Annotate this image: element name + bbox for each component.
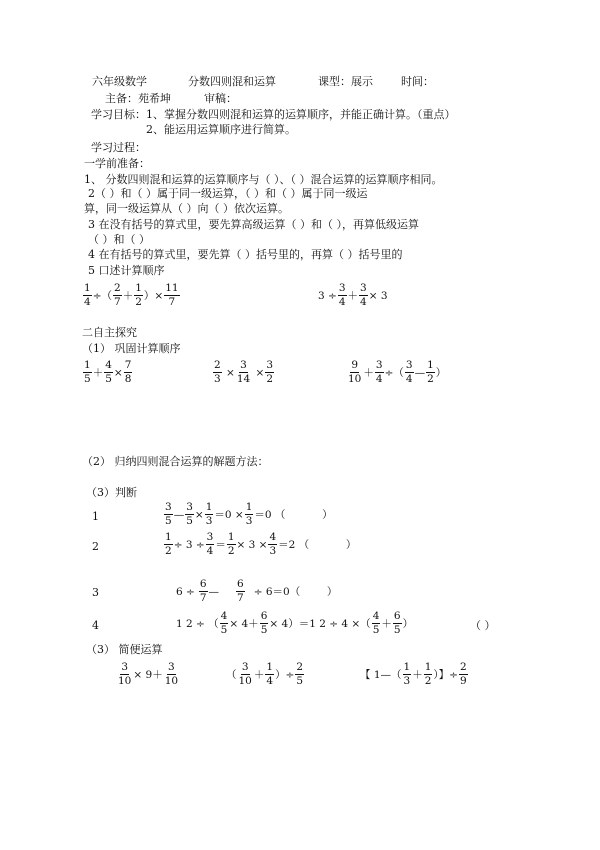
- fraction-numerator: 3: [186, 501, 193, 513]
- judge-2-number: 2: [92, 540, 99, 553]
- reviewer-label: 审稿：: [204, 92, 237, 105]
- fraction: [268, 532, 277, 557]
- fraction: [459, 662, 468, 687]
- prep-line-7: 5 口述计算顺序: [88, 264, 165, 277]
- math-operator-text: —: [414, 366, 426, 379]
- fraction: [213, 360, 222, 385]
- fraction-numerator: 7: [124, 359, 132, 371]
- fraction-numerator: 3: [241, 661, 249, 673]
- fraction-denominator: 10: [348, 373, 362, 385]
- math-operator-text: （: [226, 669, 237, 681]
- math-operator-text: 6 ÷: [176, 585, 195, 598]
- math-operator-text: × 4）＝1 2 ÷ 4 ×（: [269, 618, 371, 630]
- fraction: [372, 611, 381, 636]
- math-operator-text: ）】÷: [433, 669, 458, 681]
- math-operator-text: ＋: [92, 367, 104, 379]
- fraction-denominator: 7: [114, 296, 121, 308]
- fraction-numerator: 3: [375, 359, 383, 371]
- fraction-denominator: 2: [165, 545, 172, 557]
- fraction-numerator: 6: [237, 578, 244, 590]
- fraction-numerator: 2: [296, 661, 304, 673]
- fraction-denominator: 9: [459, 675, 467, 687]
- expr-consolidate-2: [212, 360, 275, 385]
- process-title: 学习过程：: [91, 141, 146, 154]
- section1-title: 一学前准备：: [84, 157, 150, 170]
- sub-summarize: （2） 归纳四则混合运算的解题方法：: [82, 455, 269, 468]
- math-operator-text: ）: [435, 367, 447, 379]
- fraction: [260, 611, 269, 636]
- math-operator-text: × 4＋: [229, 618, 259, 630]
- math-operator-text: 1 2 ÷ （: [176, 618, 219, 630]
- fraction-denominator: 7: [237, 592, 244, 604]
- math-operator-text: × 9＋: [133, 669, 163, 681]
- fraction: [238, 662, 253, 687]
- fraction-denominator: 8: [124, 373, 132, 385]
- fraction-denominator: 10: [164, 675, 179, 687]
- fraction-denominator: 4: [405, 373, 413, 385]
- fraction-denominator: 3: [214, 373, 221, 385]
- math-operator-text: ÷（: [384, 367, 404, 379]
- fraction: [405, 360, 414, 385]
- fraction: [426, 360, 435, 385]
- fraction: [359, 283, 368, 308]
- fraction-numerator: 9: [351, 359, 359, 371]
- fraction-denominator: 2: [424, 675, 432, 687]
- fraction: [113, 283, 122, 308]
- math-operator-text: × 3 ×: [236, 538, 268, 551]
- judge-3-number: 3: [92, 586, 99, 599]
- fraction-numerator: 6: [199, 578, 207, 590]
- fraction-denominator: 10: [238, 675, 252, 687]
- fraction-numerator: 1: [245, 501, 253, 513]
- fraction-denominator: 2: [266, 373, 274, 385]
- sub-consolidate: （1） 巩固计算顺序: [82, 342, 181, 355]
- fraction-denominator: 14: [236, 373, 251, 385]
- prep-line-6: 4 在有括号的算式里，要先算（ ）括号里的，再算（ ）括号里的: [88, 248, 403, 261]
- lesson-type-label: 课型：展示: [318, 75, 373, 88]
- judge-2-expr: [163, 532, 356, 557]
- prep-line-4: 3 在没有括号的算式里，要先算高级运算（ ）和（ ），再算低级运算: [88, 218, 419, 231]
- math-operator-text: ＝: [215, 539, 226, 551]
- fraction: [265, 360, 274, 385]
- fraction: [206, 532, 215, 557]
- fraction: [236, 360, 251, 385]
- fraction-numerator: 2: [214, 359, 221, 371]
- topic-label: 分数四则混和运算: [188, 75, 276, 88]
- fraction: [134, 283, 143, 308]
- goal-item-2: 2、能运用运算顺序进行简算。: [146, 123, 296, 136]
- math-operator-text: ＝0 （ ）: [254, 509, 333, 521]
- fraction: [83, 360, 92, 385]
- math-operator-text: ）: [402, 618, 414, 630]
- prep-line-5: （ ）和（ ）: [88, 233, 150, 246]
- prep-line-1: 1、 分数四则混和运算的运算顺序与（ ）、（ ）混合运算的运算顺序相同。: [84, 173, 443, 186]
- sub-judge: （3）判断: [86, 486, 137, 499]
- fraction-numerator: 1: [403, 661, 411, 673]
- prep-line-3: 算，同一级运算从（ ）向（ ）依次运算。: [84, 202, 289, 215]
- fraction-denominator: 5: [84, 373, 91, 385]
- fraction: [164, 502, 173, 527]
- fraction-numerator: 1: [424, 661, 432, 673]
- fraction-numerator: 1: [135, 282, 142, 294]
- fraction-denominator: 4: [206, 545, 214, 557]
- fraction-denominator: 2: [227, 545, 235, 557]
- expr-consolidate-3: [346, 360, 446, 385]
- fraction-numerator: 1: [84, 359, 91, 371]
- expr-order-b: [318, 283, 388, 308]
- time-label: 时间：: [401, 75, 434, 88]
- fraction-numerator: 1: [165, 531, 172, 543]
- simplify-expr-2: [226, 662, 305, 687]
- math-operator-text: ＝0 ×: [214, 509, 244, 521]
- fraction-numerator: 2: [114, 282, 121, 294]
- fraction-numerator: 3: [338, 282, 346, 294]
- fraction-denominator: 5: [186, 515, 193, 527]
- math-operator-text: ÷ 3 ÷: [173, 538, 205, 551]
- math-operator-text: ＝2 （ ）: [278, 539, 357, 551]
- fraction-numerator: 1: [427, 359, 434, 371]
- fraction-denominator: 7: [199, 592, 207, 604]
- fraction-denominator: 5: [372, 624, 380, 636]
- fraction-denominator: 10: [118, 675, 132, 687]
- fraction-numerator: 1: [266, 661, 274, 673]
- fraction-denominator: 7: [168, 296, 176, 308]
- math-operator-text: —: [208, 585, 220, 598]
- fraction: [338, 283, 347, 308]
- fraction-numerator: 3: [165, 501, 172, 513]
- fraction: [117, 662, 132, 687]
- fraction-denominator: 3: [403, 675, 411, 687]
- fraction: [424, 662, 433, 687]
- fraction: [227, 532, 236, 557]
- expr-consolidate-1: [82, 360, 133, 385]
- fraction-denominator: 3: [269, 545, 277, 557]
- fraction: [124, 360, 133, 385]
- fraction-denominator: 5: [260, 624, 268, 636]
- math-operator-text: ＋: [412, 669, 423, 681]
- fraction: [83, 283, 92, 308]
- fraction: [265, 662, 274, 687]
- fraction-numerator: 3: [266, 359, 274, 371]
- math-operator-text: ×: [113, 366, 123, 379]
- math-operator-text: —: [173, 508, 185, 521]
- fraction-numerator: 4: [372, 610, 380, 622]
- sub-simplify: （3） 简便运算: [86, 643, 163, 656]
- fraction-numerator: 4: [105, 359, 112, 371]
- judge-4-number: 4: [92, 619, 99, 632]
- fraction-denominator: 4: [84, 296, 91, 308]
- fraction-numerator: 3: [168, 661, 175, 673]
- fraction: [164, 662, 179, 687]
- fraction-denominator: 5: [393, 624, 401, 636]
- fraction: [245, 502, 254, 527]
- fraction-numerator: 4: [269, 531, 277, 543]
- fraction: [393, 611, 402, 636]
- fraction: [104, 360, 113, 385]
- judge-3-expr: [176, 579, 337, 604]
- fraction: [295, 662, 304, 687]
- math-operator-text: ÷ 6＝0（ ）: [253, 586, 338, 598]
- fraction-numerator: 1: [227, 531, 235, 543]
- fraction-denominator: 3: [205, 515, 213, 527]
- goals-label: 学习目标：: [91, 108, 146, 121]
- fraction-denominator: 4: [360, 296, 367, 308]
- fraction-numerator: 6: [393, 610, 401, 622]
- math-operator-text: ）÷: [275, 669, 295, 681]
- goals-line-1: [91, 108, 456, 122]
- fraction-numerator: 6: [260, 610, 268, 622]
- author-label: 主备：苑希坤: [105, 92, 171, 105]
- fraction-numerator: 3: [121, 661, 129, 673]
- fraction-denominator: 4: [338, 296, 346, 308]
- math-operator-text: ＋: [363, 367, 374, 379]
- fraction: [164, 532, 173, 557]
- fraction-numerator: 3: [360, 282, 367, 294]
- math-operator-text: 3 ÷: [318, 289, 337, 302]
- fraction-denominator: 5: [105, 373, 112, 385]
- math-operator-text: ）×: [143, 290, 164, 302]
- fraction-numerator: 3: [206, 531, 214, 543]
- goal-item-1: 1、掌握分数四则混和运算的运算顺序，并能正确计算。（重点）: [146, 108, 456, 121]
- section2-title: 二自主探究: [82, 326, 137, 339]
- fraction: [347, 360, 362, 385]
- simplify-expr-1: [116, 662, 180, 687]
- fraction: [164, 283, 179, 308]
- fraction-denominator: 5: [296, 675, 304, 687]
- math-operator-text: ＋: [253, 669, 265, 681]
- judge-4-expr: [176, 611, 413, 636]
- grade-label: 六年级数学: [92, 75, 147, 88]
- math-operator-text: ＋: [347, 290, 359, 302]
- math-operator-text: ×: [194, 508, 204, 521]
- math-operator-text: ＋: [381, 618, 392, 630]
- fraction: [403, 662, 412, 687]
- fraction-numerator: 1: [84, 282, 91, 294]
- fraction: [220, 611, 229, 636]
- fraction-denominator: 3: [245, 515, 253, 527]
- fraction-numerator: 11: [165, 282, 179, 294]
- fraction: [185, 502, 194, 527]
- math-operator-text: 【 1—（: [360, 669, 402, 681]
- fraction-numerator: 2: [459, 661, 467, 673]
- fraction-numerator: 1: [205, 501, 213, 513]
- fraction-denominator: 5: [165, 515, 172, 527]
- judge-1-number: 1: [92, 510, 99, 523]
- math-operator-text: ÷（: [92, 290, 112, 302]
- fraction-denominator: 5: [220, 624, 228, 636]
- math-operator-text: ×: [252, 366, 265, 379]
- fraction-numerator: 3: [240, 359, 247, 371]
- fraction-denominator: 4: [266, 675, 274, 687]
- math-operator-text: ×: [222, 366, 235, 379]
- fraction: [205, 502, 214, 527]
- judge-1-expr: [163, 502, 333, 527]
- fraction: [236, 579, 245, 604]
- judge-4-answer-paren[interactable]: （ ）: [470, 619, 496, 632]
- prep-line-2: 2（ ）和（ ）属于同一级运算，（ ）和（ ）属于同一级运: [88, 187, 368, 200]
- fraction-numerator: 3: [405, 359, 413, 371]
- fraction-denominator: 2: [427, 373, 434, 385]
- math-operator-text: ＋: [122, 290, 134, 302]
- simplify-expr-3: [360, 662, 469, 687]
- expr-order-a: [82, 283, 181, 308]
- fraction-denominator: 4: [375, 373, 383, 385]
- fraction: [375, 360, 384, 385]
- math-operator-text: × 3: [368, 289, 388, 302]
- fraction: [199, 579, 208, 604]
- fraction-denominator: 2: [135, 296, 142, 308]
- fraction-numerator: 4: [220, 610, 228, 622]
